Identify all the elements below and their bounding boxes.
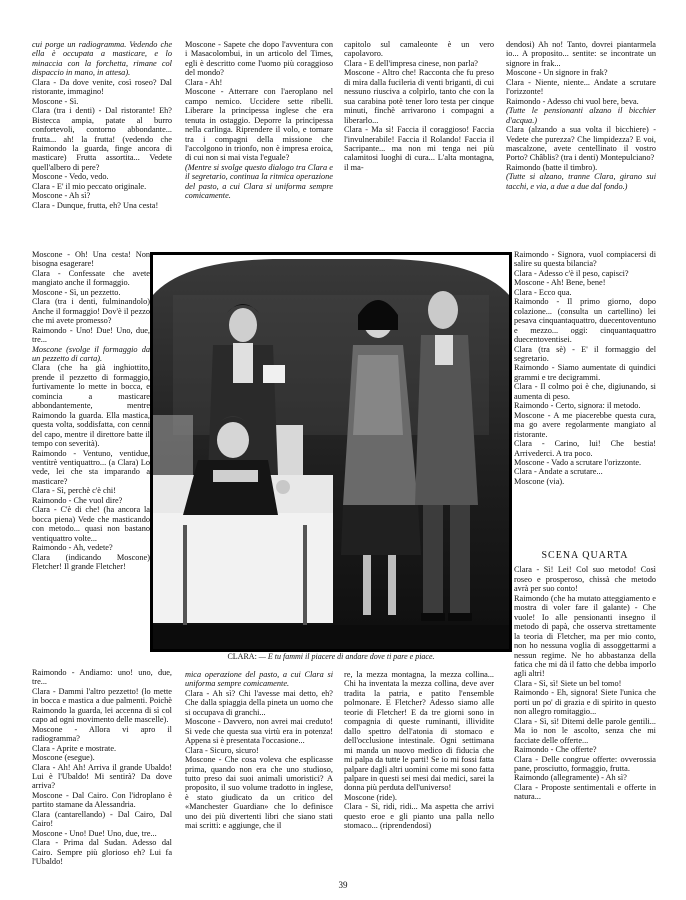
- column-4-bottom: [514, 545, 656, 875]
- text-para: Clara - Proposte sentimentali e offerte in natura...: [514, 782, 656, 802]
- text-para: (Tutte si alzano, tranne Clara, girano sui tacchi, e via, a due a due dal fondo.): [506, 172, 656, 191]
- text-para: Clara - Ah!: [185, 77, 223, 87]
- text-para: Moscone - Che cosa voleva che esplicasse prima, quando non era che uno studioso, tutto preso dai suoi animali umoristici? A proposito, il suo volume tradotto in inglese, è stato giudicato da un critico del «Manchester Guardian» che lo definisce uno dei più divertenti libri che siano stati mai scritti: e aggiunge, che il: [185, 755, 333, 831]
- text-para: Raimondo (batte il timbro).: [506, 162, 598, 172]
- text-para: capitolo sul camaleonte è un vero capolavoro.: [344, 40, 494, 59]
- text-para: Clara - Ma sì! Faccia il coraggioso! Faccia l'invulnerabile! Faccia il Rolando! Faccia il Sacripante... ma non mi tenga nei più calamitosi luoghi di cura... L'alta montagna, il ma-: [344, 125, 494, 172]
- text-para: Raimondo - Ah, vedete?: [32, 543, 113, 553]
- text-para: Moscone - Sì.: [32, 96, 79, 106]
- text-para: Moscone - Dal Cairo. Con l'idroplano è partito stamane da Alessandria.: [32, 790, 172, 810]
- text-para: Raimondo - Uno! Due! Uno, due, tre...: [32, 325, 150, 345]
- text-para: Raimondo - Che offerte?: [514, 745, 597, 755]
- text-para: Moscone - Ah! Bene, bene!: [514, 278, 606, 288]
- text-para: Clara - E' il mio peccato originale.: [32, 181, 147, 191]
- column-2-top: [185, 40, 333, 250]
- text-para: Raimondo - Che vuol dire?: [32, 495, 123, 505]
- text-para: Moscone (esegue).: [32, 753, 95, 763]
- text-para: Clara (tra i denti) - Dal ristorante! Eh? Bistecca ampia, patate al burro confortevoli, contorno abbondante... frutta... ah! la frutta! (vedendo che Raimondo la guarda, finge ancora di masticare) Frutta assortita... Vedete quell'albero di pere?: [32, 106, 172, 172]
- text-para: mica operazione del pasto, a cui Clara si uniforma sempre comicamente.: [185, 670, 333, 689]
- text-para: Clara - Sì, sì! Ditemi delle parole gentili... Ma io non le ascolto, senza che mi facciate delle offerte...: [514, 716, 656, 745]
- caption-text: — E tu fammi il piacere di andare dove ti pare e piace.: [258, 652, 435, 661]
- text-para: Clara - Il colmo poi è che, digiunando, si aumenta di peso.: [514, 382, 656, 401]
- text-para: Clara (che ha già inghiottito, prende il pezzetto di formaggio, furtivamente lo mette in bocca, e comincia a masticare abbondantemente, mentre Raimondo la guarda. Ella mastica, questa volta, soddisfatta, con cenni del capo, mentre il direttore batte il tempo con severità).: [32, 363, 150, 449]
- text-para: Moscone - A me piacerebbe questa cura, ma go avere regolarmente mangiato al ristorante.: [514, 410, 656, 439]
- column-3-bottom: [344, 670, 494, 875]
- text-para: Clara - Dammi l'altro pezzetto! (lo mette in bocca e mastica a due palmenti. Poichè Raimondo la guarda, lei accenna di sì col capo ad ogni movimento delle mascelle).: [32, 686, 172, 725]
- text-para: Clara - Niente, niente... Andate a scrutare l'orizzonte!: [506, 77, 656, 97]
- text-para: Moscone - Altro che! Racconta che fu preso di mira dalla fucileria di venti briganti, di cui nessuno riusciva a colpirlo, tanto che con la sua carabina potè tener loro testa per cinque minuti, finchè arrivarono i compagni a liberarlo...: [344, 68, 494, 125]
- text-para: Clara - Delle congrue offerte: ovverossia pane, prosciutto, formaggio, frutta.: [514, 754, 656, 773]
- text-para: re, la mezza montagna, la mezza collina... Chi ha inventata la mezza collina, deve aver tradita la patria, e patito l'ensemble polmonare. E Fletcher? Adesso siamo alle teorie di Fletcher! E da tre giorni sono in compagnia di queste ruminanti, illividite dallo spettro dell'atonia di stomaco e dell'occlusione intestinale. Ogni settimana mi manda un nuovo medico di fiducia che mi palpa da tutte le parti! Se io mi fossi fatta palpare dagli altri uomini come mi sono fatta palpare in questi sei mesi dai medici, sarei la donna più perduta dell'universo!: [344, 670, 494, 793]
- text-para: Clara (alzando a sua volta il bicchiere) - Vedete che purezza? Che limpidezza? E voi, mascalzone, avete centellinato il vostro Porto? Châblis? (tra i denti) Montepulciano?: [506, 125, 656, 163]
- text-para: Raimondo - Signora, vuol compiacersi di salire su questa bilancia?: [514, 250, 656, 269]
- column-2-bottom: [185, 670, 333, 875]
- text-para: Clara - Carino, lui! Che bestia! Arrivederci. A tra poco.: [514, 439, 656, 458]
- caption-speaker: CLARA:: [227, 652, 257, 661]
- text-para: Clara - Sicuro, sicuro!: [185, 745, 259, 755]
- text-para: Clara - Sì! Lei! Col suo metodo! Così roseo e prosperoso, chissà che metodo avrà per suo conto!: [514, 565, 656, 594]
- text-para: Raimondo - Andiamo: uno! uno, due, tre...: [32, 668, 172, 687]
- text-para: Clara - Confessate che avete mangiato anche il formaggio.: [32, 268, 150, 288]
- text-para: Moscone (svolge il formaggio da un pezzetto di carta).: [32, 344, 150, 363]
- text-para: Raimondo (allegramente) - Ah sì?: [514, 773, 627, 783]
- text-para: Raimondo - Eh, signora! Siete l'unica che porti un po' di grazia e di spirito in questo non allegro romitaggio...: [514, 688, 656, 717]
- text-para: Moscone - Sapete che dopo l'avventura con i Masacolombui, in un articolo del Times, egli è descritto come l'uomo più coraggioso del mondo?: [185, 40, 333, 78]
- text-para: Raimondo - Siamo aumentate di quindici grammi e tre decigrammi.: [514, 363, 656, 382]
- text-para: Moscone - Ah sì?: [32, 191, 91, 201]
- text-para: Clara - Aprite e mostrate.: [32, 743, 117, 753]
- scene-heading: SCENA QUARTA: [541, 550, 629, 561]
- column-4-top: [506, 40, 656, 250]
- text-para: Clara - Adesso c'è il peso, capisci?: [514, 268, 629, 278]
- text-para: Clara - Ecco qua.: [514, 287, 572, 297]
- text-para: Moscone - Oh! Una cesta! Non bisogna esagerare!: [32, 250, 150, 269]
- column-1-middle: [32, 250, 150, 650]
- text-para: (Mentre si svolge questo dialogo tra Clara e il segretario, continua la ritmica operazione del pasto, a cui Clara si uniforma sempre comicamente.: [185, 162, 333, 201]
- photo-illustration: [153, 255, 509, 649]
- text-para: Clara - Dunque, frutta, eh? Una cesta!: [32, 200, 159, 210]
- text-para: Moscone - Vedo, vedo.: [32, 172, 109, 182]
- text-para: Moscone - Sì, un pezzetto.: [32, 287, 121, 297]
- text-para: Raimondo (che ha mutato atteggiamento e mostra di voler fare il galante) - Che vuole! Io alle pensionanti insegno il metodo di papà, che osserva strettamente la teoria di Fletcher, ma per mio conto, non ho nessuna voglia di assoggettarmi a nessun regime. Ne ho abbastanza della fatica che mi dà il fatto che debba imporlo agli altri!: [514, 593, 656, 679]
- column-3-top: [344, 40, 494, 250]
- text-para: Clara (tra sè) - E' il formaggio del segretario.: [514, 344, 656, 363]
- text-para: Moscone - Uno! Due! Uno, due, tre...: [32, 828, 157, 838]
- text-para: Moscone - Allora vi apro il radiogramma?: [32, 724, 172, 744]
- text-para: Raimondo - Il primo giorno, dopo colazione... (consulta un cartellino) lei pesava cinquantaquattro, duecentoventuno e mezzo... oggi: cinquantaquattro duecentoventisei.: [514, 297, 656, 345]
- text-para: Moscone - Vado a scrutare l'orizzonte.: [514, 457, 642, 467]
- text-para: Clara (cantarellando) - Dal Cairo, Dal Cairo!: [32, 809, 172, 829]
- text-para: Moscone - Atterrare con l'aeroplano nel campo nemico. Uccidere sette ribelli. Liberare la principessa inglese che era tenuta in ostaggio. Deporre la principessa nella carlinga. Riprendere il volo, e tornare tra i compagni della missione che l'accolgono in trionfo, non è impresa eroica, di cui non si mai vista l'eguale?: [185, 87, 333, 163]
- text-para: Clara - C'è di che! (ha ancora la bocca piena) Vede che masticando con metodo... quasi non bastano ventiquattro volte...: [32, 505, 150, 543]
- text-para: Clara - Andate a scrutare...: [514, 467, 603, 477]
- text-para: Clara - Sì, perchè c'è chi!: [32, 486, 116, 496]
- text-para: Clara (indicando Moscone) Fletcher! Il grande Fletcher!: [32, 552, 150, 571]
- text-para: Clara - E dell'impresa cinese, non parla?: [344, 58, 478, 68]
- text-para: Clara (tra i denti, fulminandolo) Anche il formaggio! Dov'è il pezzo che mi avete promesso?: [32, 297, 150, 326]
- text-para: Moscone (ride).: [344, 792, 397, 802]
- text-para: Clara - Prima dal Sudan. Adesso dal Cairo. Sempre più glorioso eh? Lui fa l'Ubaldo!: [32, 838, 172, 867]
- text-para: dendosi) Ah no! Tanto, dovrei piantarmela io... A proposito... sentite: se incontrate un signore in frak...: [506, 40, 656, 68]
- column-1-bottom: [32, 668, 172, 873]
- text-para: Clara - Ah sì? Chi l'avesse mai detto, eh? Che dalla spiaggia della pineta un uomo che si occupava di granchi...: [185, 688, 333, 717]
- text-para: Moscone (via).: [514, 476, 565, 486]
- page-number: 39: [338, 880, 348, 890]
- text-para: cui porge un radiogramma. Vedendo che ella è occupata a masticare, e lo minaccia con la forchetta, rimane col dispaccio in mano, in attesa).: [32, 40, 172, 78]
- text-para: Clara - Sì, ridi, ridi... Ma aspetta che arrivi questo eroe e gli pianto una palla nello stomaco... (riprendendosi): [344, 802, 494, 831]
- text-para: Raimondo - Adesso chi vuol bere, beva.: [506, 96, 639, 106]
- text-para: Clara - Sì, sì! Siete un bel tomo!: [514, 678, 622, 688]
- text-para: (Tutte le pensionanti alzano il bicchier d'acqua.): [506, 106, 656, 125]
- text-para: Clara - Da dove venite, così roseo? Dal ristorante, immagino!: [32, 77, 172, 97]
- text-para: Raimondo - Ventuno, ventidue, ventitrè ventiquattro... (a Clara) Lo vede, lei che sta imparando a masticare?: [32, 448, 150, 486]
- stage-photograph: [150, 252, 512, 652]
- text-para: Moscone - Davvero, non avrei mai creduto! Si vede che questa sua virtù era in potenza! Appena si è presentata l'occasione...: [185, 717, 333, 746]
- photo-caption: [150, 652, 512, 661]
- text-para: Raimondo - Certo, signora: il metodo.: [514, 401, 641, 411]
- text-para: Clara - Ah! Ah! Arriva il grande Ubaldo! Lui è l'Ubaldo! Mi sentirà? Da dove arriva?: [32, 762, 172, 791]
- text-para: Moscone - Un signore in frak?: [506, 68, 608, 78]
